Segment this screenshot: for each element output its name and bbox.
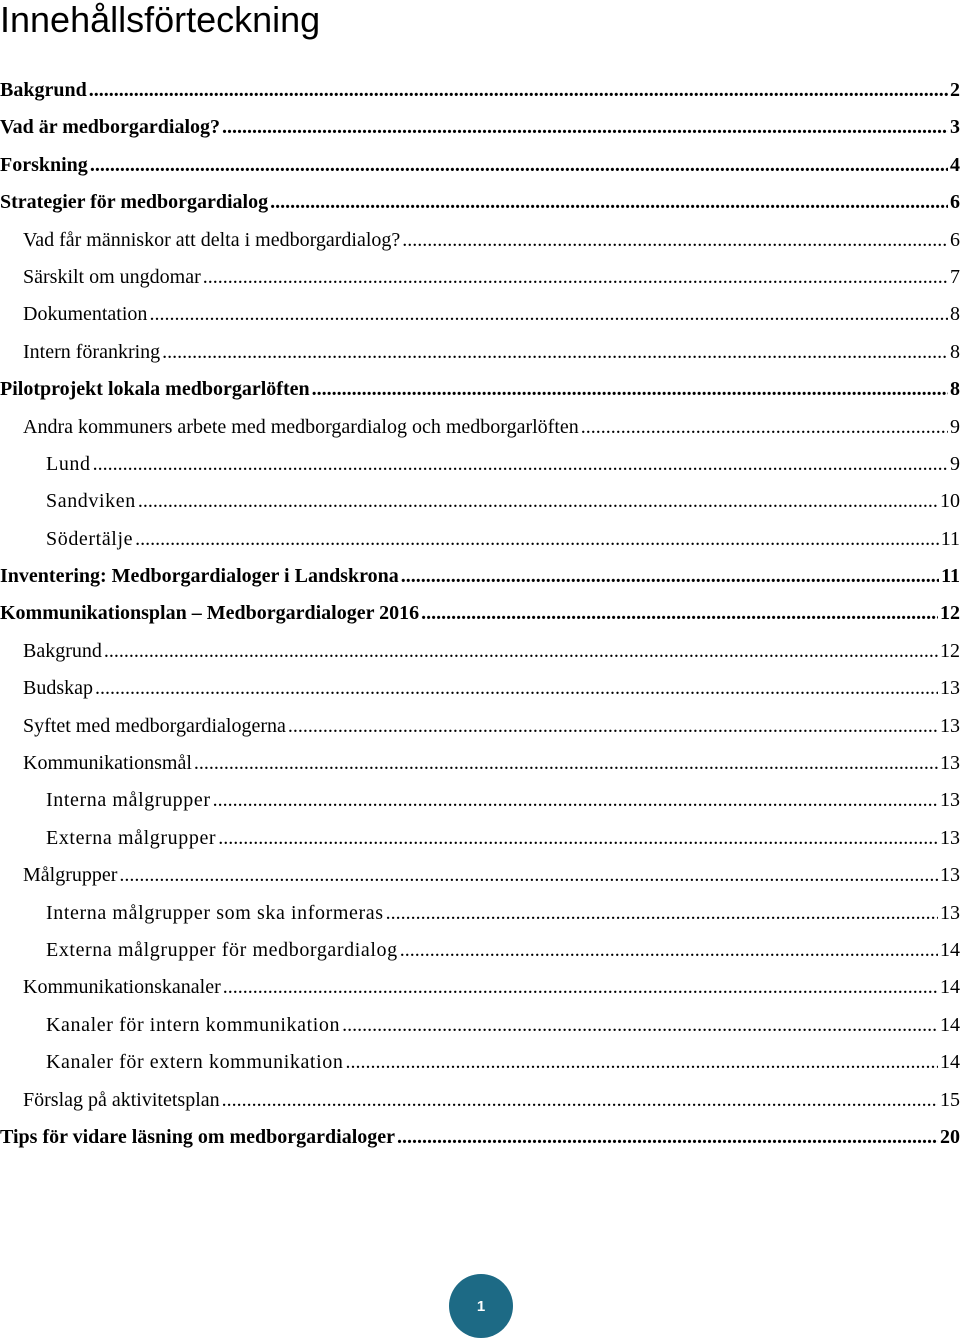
toc-dot-leader bbox=[213, 782, 938, 819]
toc-entry-label: Interna målgrupper bbox=[46, 789, 211, 812]
toc-page-number: 6 bbox=[950, 228, 960, 251]
toc-entry-label: Dokumentation bbox=[23, 303, 148, 326]
toc-page-number: 6 bbox=[950, 191, 960, 214]
toc-entry-label: Externa målgrupper för medborgardialog bbox=[46, 938, 398, 961]
toc-entry[interactable] bbox=[0, 371, 960, 408]
toc-page-number: 8 bbox=[950, 340, 960, 363]
toc-entry[interactable] bbox=[0, 1082, 960, 1119]
toc-entry-label: Externa målgrupper bbox=[46, 826, 217, 849]
toc-dot-leader bbox=[223, 969, 938, 1006]
toc-entry[interactable] bbox=[0, 409, 960, 446]
toc-entry-label: Tips för vidare läsning om medborgardialoger bbox=[0, 1125, 396, 1148]
toc-dot-leader bbox=[421, 595, 938, 632]
toc-dot-leader bbox=[138, 483, 938, 520]
toc-entry-label: Sandviken bbox=[46, 490, 136, 513]
toc-entry[interactable] bbox=[0, 147, 960, 184]
toc-page-number: 8 bbox=[950, 378, 960, 401]
toc-dot-leader bbox=[149, 296, 948, 333]
toc-page-number: 4 bbox=[950, 153, 960, 176]
toc-dot-leader bbox=[203, 259, 948, 296]
page-number: 1 bbox=[476, 1297, 486, 1315]
toc-entry[interactable] bbox=[0, 259, 960, 296]
toc-page-number: 20 bbox=[940, 1125, 960, 1148]
toc-entry[interactable] bbox=[0, 1044, 960, 1081]
toc-dot-leader bbox=[401, 558, 939, 595]
toc-entry-label: Syftet med medborgardialogerna bbox=[23, 714, 286, 737]
toc-entry[interactable] bbox=[0, 296, 960, 333]
toc-entry-label: Bakgrund bbox=[23, 639, 102, 662]
toc-entry-label: Förslag på aktivitetsplan bbox=[23, 1088, 220, 1111]
toc-page-number: 13 bbox=[940, 901, 960, 924]
toc-entry[interactable] bbox=[0, 857, 960, 894]
toc-entry[interactable] bbox=[0, 633, 960, 670]
toc-dot-leader bbox=[194, 745, 938, 782]
toc-dot-leader bbox=[104, 633, 938, 670]
toc-page-number: 8 bbox=[950, 303, 960, 326]
toc-dot-leader bbox=[402, 222, 948, 259]
toc-page-number: 14 bbox=[940, 1013, 960, 1036]
table-of-contents bbox=[0, 72, 960, 1156]
toc-entry-label: Intern förankring bbox=[23, 340, 161, 363]
toc-page-number: 14 bbox=[940, 1051, 960, 1074]
toc-entry-label: Bakgrund bbox=[0, 79, 87, 101]
toc-dot-leader bbox=[90, 147, 948, 184]
toc-entry-label: Kommunikationsmål bbox=[23, 752, 192, 775]
toc-dot-leader bbox=[119, 857, 938, 894]
toc-dot-leader bbox=[218, 820, 938, 857]
toc-page-number: 12 bbox=[940, 602, 960, 625]
toc-page-number: 2 bbox=[950, 79, 960, 101]
toc-page-number: 3 bbox=[950, 116, 960, 139]
toc-dot-leader bbox=[135, 521, 939, 558]
toc-page-number: 7 bbox=[950, 265, 960, 288]
toc-entry[interactable] bbox=[0, 969, 960, 1006]
toc-page-number: 13 bbox=[940, 677, 960, 700]
toc-entry-label: Inventering: Medborgardialoger i Landskrona bbox=[0, 565, 399, 588]
toc-dot-leader bbox=[93, 446, 948, 483]
toc-dot-leader bbox=[162, 334, 948, 371]
toc-entry-label: Budskap bbox=[23, 677, 93, 700]
toc-page-number: 13 bbox=[940, 752, 960, 775]
toc-entry-label: Strategier för medborgardialog bbox=[0, 191, 269, 214]
toc-page-number: 13 bbox=[940, 826, 960, 849]
toc-entry[interactable] bbox=[0, 334, 960, 371]
toc-page-number: 9 bbox=[950, 415, 960, 438]
toc-dot-leader bbox=[312, 371, 948, 408]
toc-entry[interactable] bbox=[0, 558, 960, 595]
toc-entry[interactable] bbox=[0, 72, 960, 109]
toc-dot-leader bbox=[95, 670, 938, 707]
toc-entry-label: Lund bbox=[46, 452, 91, 475]
toc-page-number: 13 bbox=[940, 714, 960, 737]
toc-entry-label: Forskning bbox=[0, 153, 88, 176]
toc-entry[interactable] bbox=[0, 895, 960, 932]
toc-entry[interactable] bbox=[0, 446, 960, 483]
toc-entry-label: Kommunikationsplan – Medborgardialoger 2016 bbox=[0, 602, 420, 625]
toc-dot-leader bbox=[222, 109, 948, 146]
toc-entry-label: Interna målgrupper som ska informeras bbox=[46, 901, 384, 924]
toc-entry-label: Särskilt om ungdomar bbox=[23, 265, 201, 288]
toc-page-number: 12 bbox=[940, 639, 960, 662]
toc-entry[interactable] bbox=[0, 595, 960, 632]
toc-page-number: 15 bbox=[940, 1088, 960, 1111]
toc-dot-leader bbox=[345, 1044, 938, 1081]
toc-entry[interactable] bbox=[0, 521, 960, 558]
toc-entry-label: Vad är medborgardialog? bbox=[0, 116, 221, 139]
toc-page-number: 11 bbox=[941, 565, 960, 588]
toc-entry-label: Vad får människor att delta i medborgardialog? bbox=[23, 228, 401, 251]
toc-entry[interactable] bbox=[0, 1119, 960, 1156]
toc-page-number: 9 bbox=[950, 452, 960, 475]
toc-dot-leader bbox=[581, 409, 948, 446]
toc-dot-leader bbox=[400, 932, 938, 969]
toc-entry-label: Kanaler för intern kommunikation bbox=[46, 1013, 341, 1036]
toc-page-number: 10 bbox=[940, 490, 960, 513]
toc-entry-label: Kommunikationskanaler bbox=[23, 976, 221, 999]
toc-dot-leader bbox=[386, 895, 938, 932]
toc-page-number: 13 bbox=[940, 789, 960, 812]
toc-dot-leader bbox=[89, 72, 948, 109]
toc-dot-leader bbox=[222, 1082, 938, 1119]
toc-page-number: 11 bbox=[940, 527, 960, 550]
toc-dot-leader bbox=[342, 1007, 938, 1044]
toc-entry-label: Kanaler för extern kommunikation bbox=[46, 1051, 344, 1074]
toc-entry-label: Andra kommuners arbete med medborgardialog och medborgarlöften bbox=[23, 415, 579, 438]
toc-page-number: 13 bbox=[940, 864, 960, 887]
toc-entry-label: Södertälje bbox=[46, 527, 134, 550]
toc-page-number: 14 bbox=[940, 938, 960, 961]
toc-entry[interactable] bbox=[0, 782, 960, 819]
toc-entry[interactable] bbox=[0, 109, 960, 146]
toc-entry[interactable] bbox=[0, 483, 960, 520]
toc-dot-leader bbox=[270, 184, 948, 221]
toc-entry[interactable] bbox=[0, 1007, 960, 1044]
toc-page-number: 14 bbox=[940, 976, 960, 999]
toc-dot-leader bbox=[397, 1119, 938, 1156]
toc-dot-leader bbox=[288, 708, 938, 745]
page-number-badge bbox=[449, 1274, 513, 1338]
toc-entry[interactable] bbox=[0, 820, 960, 857]
page-title: Innehållsförteckning bbox=[0, 0, 321, 40]
toc-entry[interactable] bbox=[0, 708, 960, 745]
toc-entry[interactable] bbox=[0, 932, 960, 969]
toc-entry[interactable] bbox=[0, 222, 960, 259]
toc-entry[interactable] bbox=[0, 184, 960, 221]
toc-entry[interactable] bbox=[0, 745, 960, 782]
toc-entry-label: Pilotprojekt lokala medborgarlöften bbox=[0, 378, 310, 401]
toc-entry[interactable] bbox=[0, 670, 960, 707]
toc-entry-label: Målgrupper bbox=[23, 864, 118, 887]
